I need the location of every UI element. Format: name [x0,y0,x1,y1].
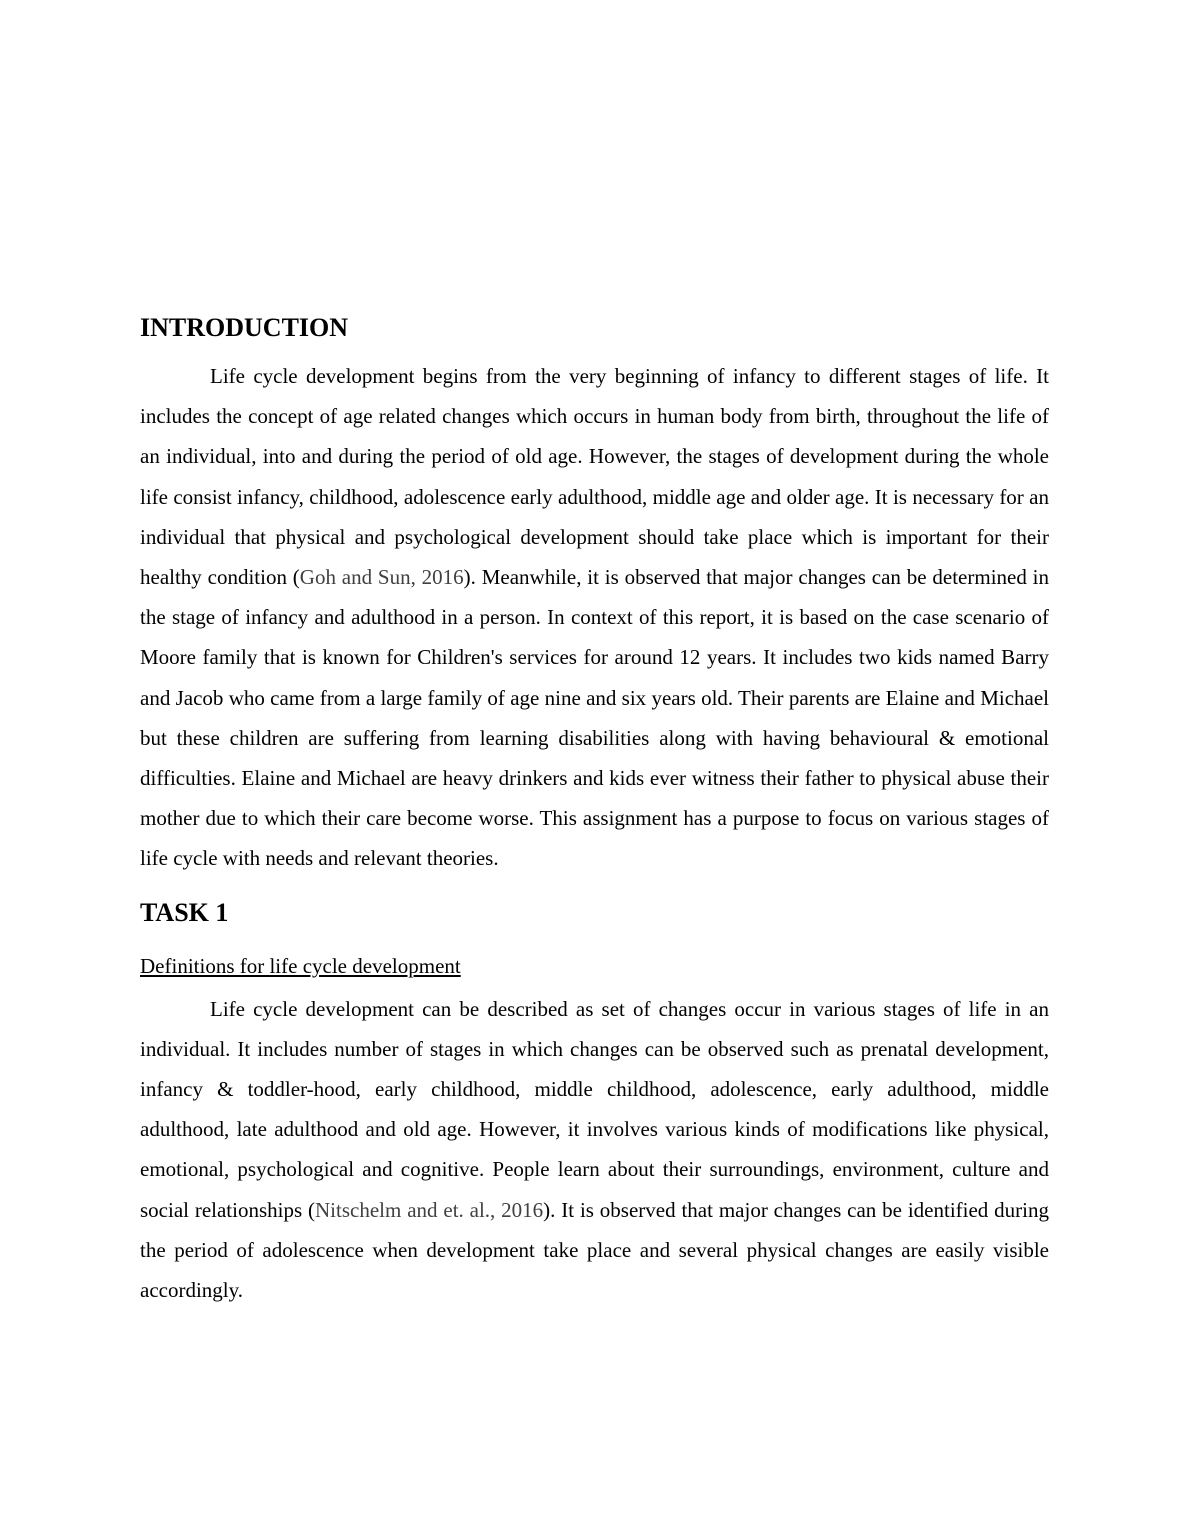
citation-nitschelm: Nitschelm and et. al., 2016 [315,1197,544,1222]
document-page [140,312,1049,1310]
definitions-paragraph [140,989,1049,1311]
task-1-heading: TASK 1 [140,897,229,927]
introduction-text-part-2: ). Meanwhile, it is observed that major changes can be determined in the stage of infancy and adulthood in a person. In context of this report, it is based on the case scenario of Moore family that is known for Children's services for around 12 years. It includes two kids named Barry and Jacob who came from a large family of age nine and six years old. Their parents are Elaine and Michael but these children are suffering from learning disabilities along with having behavioural & emotional difficulties. Elaine and Michael are heavy drinkers and kids ever witness their father to physical abuse their mother due to which their care become worse. This assignment has a purpose to focus on various stages of life cycle with needs and relevant theories. [140,565,1050,871]
introduction-text-part-1: Life cycle development begins from the very beginning of infancy to different stages of life. It includes the concept of age related changes which occurs in human body from birth, throughout the life of an individual, into and during the period of old age. However, the stages of development during the whole life consist infancy, childhood, adolescence early adulthood, middle age and older age. It is necessary for an individual that physical and psychological development should take place which is important for their healthy condition ( [140,364,1049,590]
definitions-text-part-1: Life cycle development can be described as set of changes occur in various stages of life in an individual. It includes number of stages in which changes can be observed such as prenatal development, infancy & toddler-hood, early childhood, middle childhood, adolescence, early adulthood, middle adulthood, late adulthood and old age. However, it involves various kinds of modifications like physical, emotional, psychological and cognitive. People learn about their surroundings, environment, culture and social relationships ( [140,996,1049,1222]
citation-goh-sun: Goh and Sun, 2016 [299,565,464,590]
introduction-heading: INTRODUCTION [140,313,349,342]
definitions-text-part-2: ). It is observed that major changes can be identified during the period of adolescence when development take place and several physical changes are easily visible accordingly. [140,1197,1049,1303]
definitions-subheading: Definitions for life cycle development [140,953,461,978]
introduction-paragraph [140,356,1049,879]
